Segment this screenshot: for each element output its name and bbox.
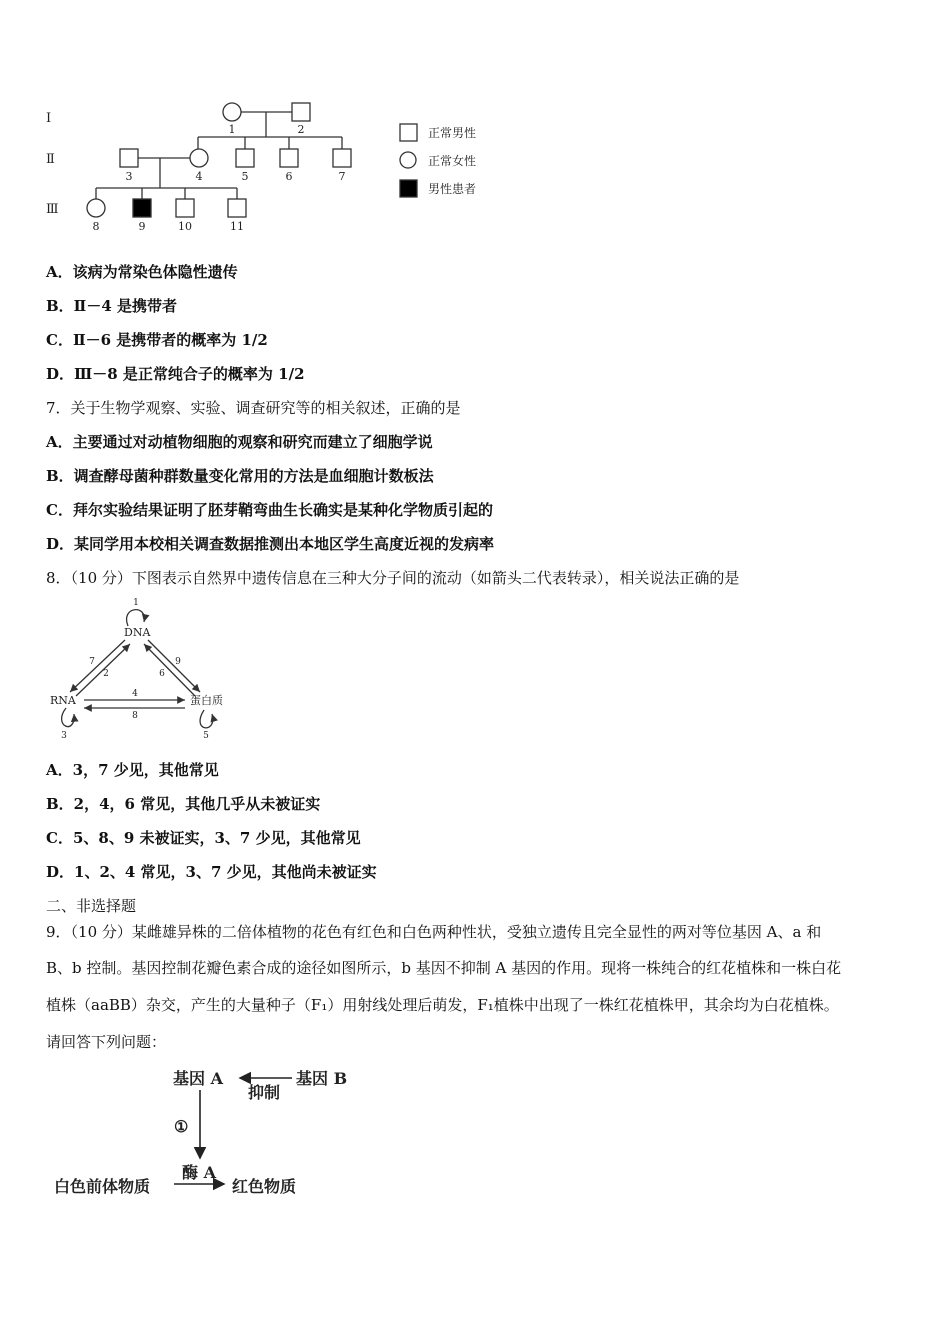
q9-line-4: 请回答下列问题： <box>46 1033 167 1051</box>
q7-stem: 7．关于生物学观察、实验、调查研究等的相关叙述，正确的是 <box>46 399 461 417</box>
generation-label: Ⅱ <box>46 152 55 167</box>
generation-label: Ⅲ <box>46 202 59 217</box>
legend-normal-male-symbol <box>400 124 417 141</box>
individual-number: 9 <box>138 220 146 233</box>
q9-line-1: 9．（10 分）某雌雄异株的二倍体植物的花色有红色和白色两种性状，受独立遗传且完全显性的两对等位基因 A、a 和 <box>46 923 822 941</box>
q7-option-a: A．主要通过对动植物细胞的观察和研究而建立了细胞学说 <box>46 433 433 451</box>
individual-1 <box>223 103 241 121</box>
individual-number: 7 <box>338 170 346 183</box>
q9-line-2: B、b 控制。基因控制花瓣色素合成的途径如图所示，b 基因不抑制 A 基因的作用。现将一株纯合的红花植株和一株白花 <box>46 959 842 977</box>
arrow-number: 7 <box>89 657 95 667</box>
individual-2 <box>292 103 310 121</box>
individual-number: 10 <box>178 220 192 233</box>
individual-6 <box>280 149 298 167</box>
gene-b-label: 基因 B <box>296 1069 348 1088</box>
individual-number: 11 <box>230 220 244 233</box>
individual-number: 4 <box>195 170 203 183</box>
individual-7 <box>333 149 351 167</box>
node-dna: DNA <box>124 626 151 639</box>
precursor-label: 白色前体物质 <box>54 1177 151 1196</box>
individual-8 <box>87 199 105 217</box>
individual-5 <box>236 149 254 167</box>
arrow-number: 8 <box>132 711 138 721</box>
legend-affected-male-symbol <box>400 180 417 197</box>
arrow-number: 1 <box>133 598 139 608</box>
individual-3 <box>120 149 138 167</box>
arrow-number: 4 <box>132 689 138 699</box>
individual-number: 2 <box>297 123 305 136</box>
arrow-number: 3 <box>61 731 67 741</box>
step-label: ① <box>174 1117 189 1136</box>
individual-11 <box>228 199 246 217</box>
q6-option-a: A．该病为常染色体隐性遗传 <box>46 263 238 281</box>
enzyme-label: 酶 A <box>182 1163 216 1182</box>
node-rna: RNA <box>50 694 76 707</box>
q6-option-d: D．Ⅲ－8 是正常纯合子的概率为 1/2 <box>46 365 305 383</box>
generation-label: Ⅰ <box>46 111 52 126</box>
q8-option-d: D．1、2、4 常见，3、7 少见，其他尚未被证实 <box>46 863 377 881</box>
legend-affected-male: 男性患者 <box>428 182 477 196</box>
arrow-number: 6 <box>159 669 165 679</box>
inhibit-label: 抑制 <box>248 1083 281 1102</box>
pedigree-chart <box>40 95 500 240</box>
central-dogma-diagram <box>40 596 240 746</box>
individual-number: 3 <box>125 170 133 183</box>
individual-number: 5 <box>241 170 249 183</box>
q9-line-3: 植株（aaBB）杂交，产生的大量种子（F₁）用射线处理后萌发，F₁植株中出现了一株红花植株甲，其余均为白花植株。 <box>46 996 839 1014</box>
arrow-number: 9 <box>175 657 181 667</box>
legend-normal-male: 正常男性 <box>428 126 477 140</box>
individual-number: 1 <box>228 123 236 136</box>
q8-option-b: B．2，4，6 常见，其他几乎从未被证实 <box>46 795 321 813</box>
q7-option-d: D．某同学用本校相关调查数据推测出本地区学生高度近视的发病率 <box>46 535 495 553</box>
individual-10 <box>176 199 194 217</box>
q8-stem: 8．（10 分）下图表示自然界中遗传信息在三种大分子间的流动（如箭头二代表转录），相关说法正确的是 <box>46 569 740 587</box>
arrow-number: 5 <box>203 731 209 741</box>
individual-4 <box>190 149 208 167</box>
product-label: 红色物质 <box>232 1177 297 1196</box>
individual-number: 6 <box>285 170 293 183</box>
gene-a-label: 基因 A <box>173 1069 223 1088</box>
legend-normal-female: 正常女性 <box>428 154 477 168</box>
arrow-number: 2 <box>103 669 109 679</box>
q8-option-c: C．5、8、9 未被证实，3、7 少见，其他常见 <box>46 829 361 847</box>
q6-option-b: B．Ⅱ－4 是携带者 <box>46 297 177 315</box>
q7-option-c: C．拜尔实验结果证明了胚芽鞘弯曲生长确实是某种化学物质引起的 <box>46 501 493 519</box>
q6-option-c: C．Ⅱ－6 是携带者的概率为 1/2 <box>46 331 268 349</box>
individual-9-affected <box>133 199 151 217</box>
q7-option-b: B．调查酵母菌种群数量变化常用的方法是血细胞计数板法 <box>46 467 434 485</box>
node-protein: 蛋白质 <box>190 694 223 707</box>
pigment-pathway-diagram <box>40 1060 370 1205</box>
section-heading: 二、非选择题 <box>46 897 137 915</box>
q8-option-a: A．3，7 少见，其他常见 <box>46 761 219 779</box>
legend-normal-female-symbol <box>400 152 416 168</box>
individual-number: 8 <box>92 220 100 233</box>
